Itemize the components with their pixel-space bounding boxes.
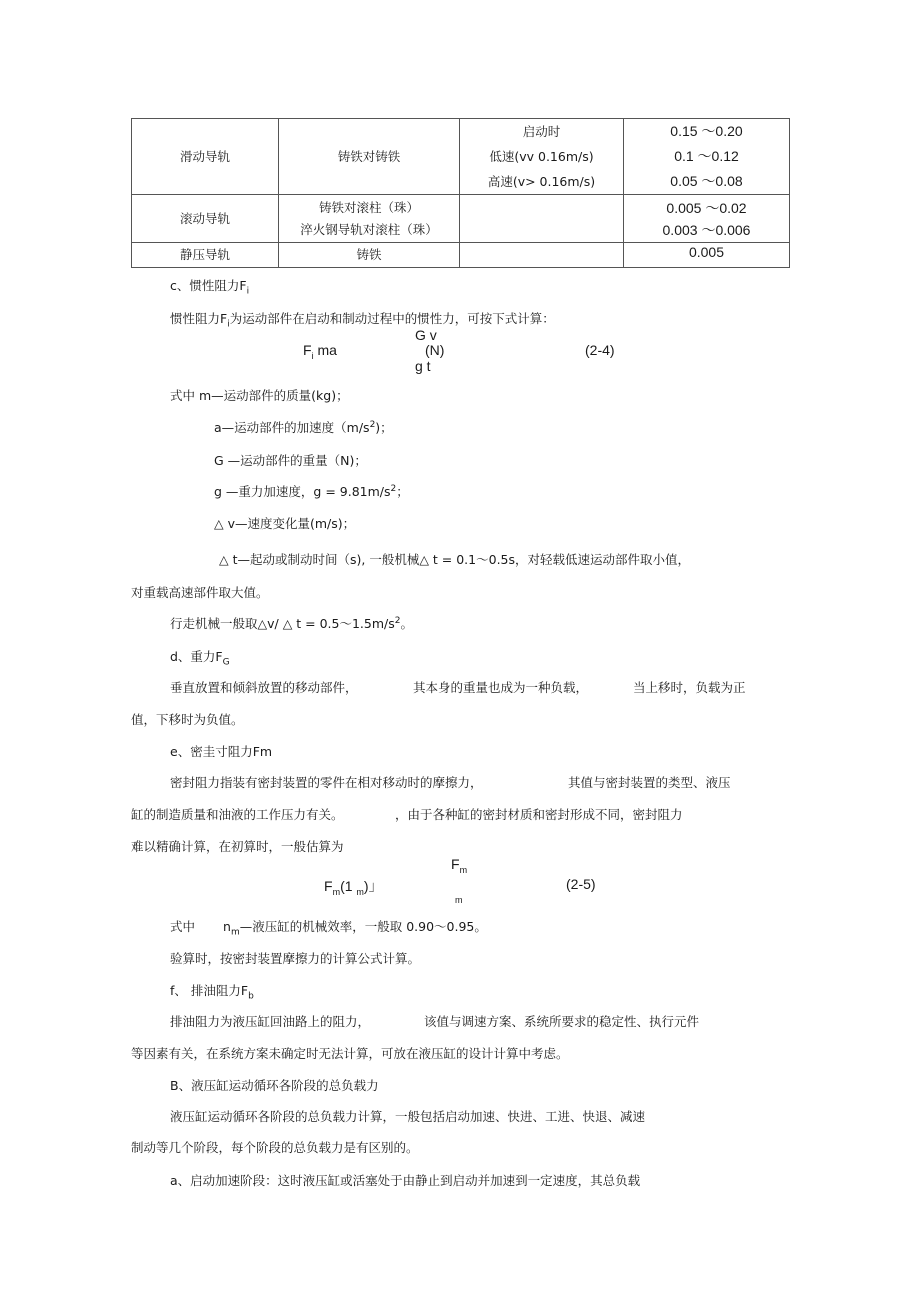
section-f-heading: f、 排油阻力$F_b$ (170, 983, 254, 1002)
condition-cell (460, 195, 624, 243)
coef-cell: 0.005 (624, 243, 790, 268)
pair-cell: 铸铁 (279, 243, 460, 268)
section-e-heading: e、密圭寸阻力Fm (170, 744, 273, 759)
equation-denominator: m (455, 895, 463, 905)
equation-numerator: $F_m$ (451, 856, 468, 875)
coef-cell: 0.15 ～0.20 0.1 ～0.12 0.05 ～0.08 (624, 119, 790, 195)
pair-cell: 铸铁对铸铁 (279, 119, 460, 195)
table-row (132, 243, 790, 268)
paragraph: 垂直放置和倾斜放置的移动部件， (170, 680, 358, 695)
paragraph: 该值与调速方案、系统所要求的稳定性、执行元件 (424, 1014, 700, 1029)
paragraph: 对重载高速部件取大值。 (131, 585, 269, 600)
paragraph: 等因素有关，在系统方案未确定时无法计算，可放在液压缸的设计计算中考虑。 (131, 1046, 569, 1061)
where-clause: 式中 $n_m—$液压缸的机械效率，一般取 0.90～0.95。 (170, 919, 487, 938)
coef-cell: 0.005 ～0.02 0.003 ～0.006 (624, 195, 790, 243)
paragraph: 液压缸运动循环各阶段的总负载力计算，一般包括启动加速、快进、工进、快退、减速 (170, 1109, 646, 1124)
guide-cell: 滚动导轨 (132, 195, 279, 243)
paragraph: 行走机械一般取△v/ △ $t = 0.5\sim 1.5m/s^2$。 (170, 615, 414, 631)
equation-lhs: $F_i$ ma (303, 342, 337, 361)
section-B-heading: B、液压缸运动循环各阶段的总负载力 (170, 1078, 379, 1093)
condition-cell: 启动时 低速(vv 0.16m/s) 高速(v> 0.16m/s) (460, 119, 624, 195)
section-c-heading: c、惯性阻力$F_i$ (170, 278, 250, 297)
paragraph: 缸的制造质量和油液的工作压力有关。 (131, 807, 344, 822)
paragraph: 制动等几个阶段，每个阶段的总负载力是有区别的。 (131, 1140, 419, 1155)
definition: a—运动部件的加速度$(m/s^2)$； (214, 419, 393, 435)
paragraph: 排油阻力为液压缸回油路上的阻力， (170, 1014, 371, 1029)
guide-cell: 静压导轨 (132, 243, 279, 268)
paragraph: 其本身的重量也成为一种负载， (413, 680, 589, 695)
friction-table (131, 118, 790, 268)
definition: △ v—速度变化量(m/s)； (214, 516, 356, 531)
definition: g —重力加速度，$g = 9.81m/s^2$； (214, 483, 409, 499)
paragraph: ，由于各种缸的密封材质和密封形成不同，密封阻力 (395, 807, 683, 822)
section-d-heading: d、重力$F_G$ (170, 649, 230, 668)
paragraph: 密封阻力指装有密封装置的零件在相对移动时的摩擦力， (170, 775, 483, 790)
definition: G —运动部件的重量（N)； (214, 453, 367, 468)
paragraph: 其值与密封装置的类型、液压 (568, 775, 731, 790)
equation-numerator: G v (415, 327, 437, 343)
where-clause: 式中 m—运动部件的质量(kg)； (170, 388, 349, 403)
condition-cell (460, 243, 624, 268)
paragraph: 惯性阻力$F_i$为运动部件在启动和制动过程中的惯性力，可按下式计算： (170, 311, 555, 330)
definition: △ t—起动或制动时间（s), 一般机械△ t = 0.1～0.5s，对轻载低速运动部件取小值， (219, 552, 691, 567)
guide-cell: 滑动导轨 (132, 119, 279, 195)
paragraph: a、启动加速阶段：这时液压缸或活塞处于由静止到启动并加速到一定速度，其总负载 (170, 1173, 641, 1188)
table-row (132, 119, 790, 195)
table-row (132, 195, 790, 243)
paragraph: 值，下移时为负值。 (131, 712, 244, 727)
equation-unit: (N) (425, 342, 445, 358)
equation-number: (2-4) (585, 342, 615, 358)
pair-cell: 铸铁对滚柱（珠） 淬火钢导轨对滚柱（珠） (279, 195, 460, 243)
equation-lhs: $F_m(1$ $_m$)」 (324, 878, 383, 897)
paragraph: 验算时，按密封装置摩擦力的计算公式计算。 (170, 951, 421, 966)
equation-denominator: g t (415, 358, 431, 374)
paragraph: 当上移时，负载为正 (633, 680, 746, 695)
paragraph: 难以精确计算，在初算时，一般估算为 (131, 839, 344, 854)
equation-number: (2-5) (566, 876, 596, 892)
